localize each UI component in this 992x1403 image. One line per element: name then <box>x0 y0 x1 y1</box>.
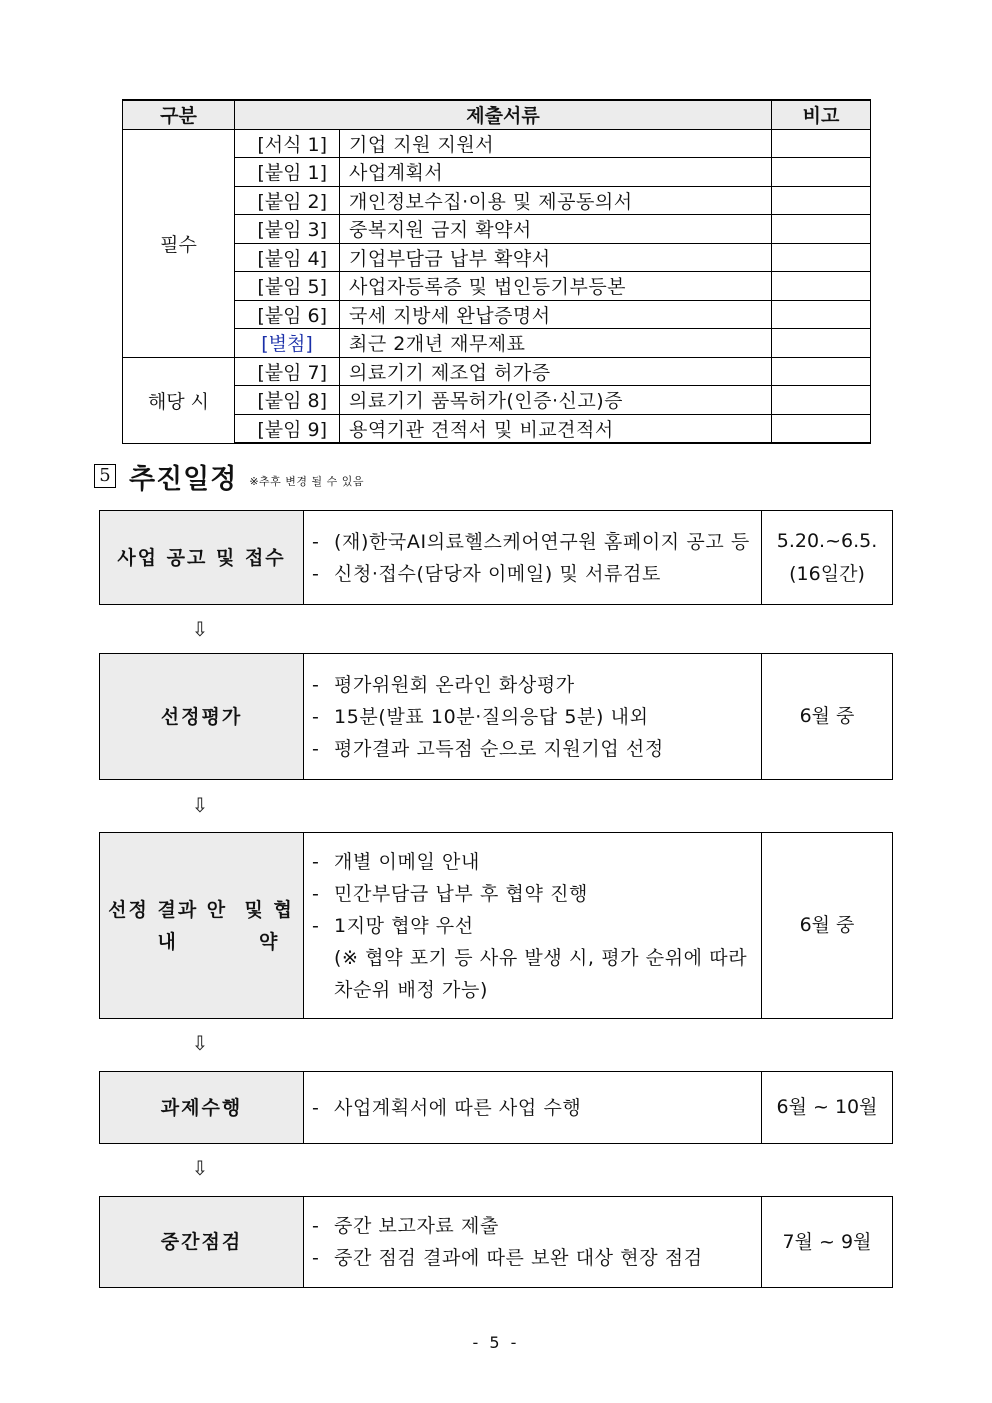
bullet-marker: - <box>312 562 320 585</box>
step-description <box>304 1197 762 1287</box>
bullet-marker: - <box>312 1247 320 1269</box>
table-row <box>123 215 871 244</box>
step-period <box>762 654 892 779</box>
doc-code-attachment: [별첨] <box>235 329 340 358</box>
bullet-marker: - <box>312 1215 320 1237</box>
table-row <box>123 158 871 187</box>
doc-name: 국세 지방세 완납증명서 <box>340 300 772 329</box>
doc-name: 사업자등록증 및 법인등기부등본 <box>340 272 772 301</box>
bullet-text: (재)한국AI의료헬스케어연구원 홈페이지 공고 등 <box>334 530 750 553</box>
category-if-applicable: 해당 시 <box>123 357 235 443</box>
bullet-marker: - <box>312 737 320 760</box>
bullet-item <box>312 701 761 733</box>
step-period-line: 7월 ~ 9월 <box>782 1230 872 1253</box>
bullet-text: 15분(발표 10분·질의응답 5분) 내외 <box>334 705 649 728</box>
doc-code: [붙임 9] <box>235 414 340 443</box>
table-row <box>123 329 871 358</box>
step-title <box>100 1197 304 1287</box>
schedule-step <box>99 1196 893 1288</box>
schedule-step <box>99 653 893 780</box>
table-row <box>123 272 871 301</box>
doc-name: 중복지원 금지 확약서 <box>340 215 772 244</box>
step-title <box>100 511 304 604</box>
doc-code: [붙임 2] <box>235 186 340 215</box>
bullet-text: 중간 보고자료 제출 <box>334 1215 499 1237</box>
remarks-cell <box>772 414 871 443</box>
section-heading <box>94 459 364 493</box>
remarks-cell <box>772 386 871 415</box>
table-row <box>123 186 871 215</box>
doc-name: 개인정보수집·이용 및 제공동의서 <box>340 186 772 215</box>
bullet-item <box>312 669 761 701</box>
step-period-line: 6월 중 <box>799 914 855 936</box>
table-row <box>123 357 871 386</box>
section-title: 추진일정 <box>129 463 238 495</box>
step-title-line: 중간점검 <box>160 1231 243 1253</box>
header-category: 구분 <box>123 100 235 129</box>
bullet-marker: - <box>312 850 320 873</box>
doc-name: 용역기관 견적서 및 비교견적서 <box>340 414 772 443</box>
table-row <box>123 129 871 158</box>
remarks-cell <box>772 129 871 158</box>
bullet-text: 1지망 협약 우선 <box>334 914 474 937</box>
table-row <box>123 386 871 415</box>
step-period <box>762 1072 892 1143</box>
doc-code: [서식 1] <box>235 129 340 158</box>
header-remarks: 비고 <box>772 100 871 129</box>
doc-name: 사업계획서 <box>340 158 772 187</box>
doc-code: [붙임 4] <box>235 243 340 272</box>
remarks-cell <box>772 186 871 215</box>
table-row <box>123 300 871 329</box>
step-description <box>304 1072 762 1143</box>
bullet-item <box>312 910 761 942</box>
table-header-row <box>123 100 871 129</box>
documents-table <box>122 99 871 444</box>
doc-name: 의료기기 품목허가(인증·신고)증 <box>340 386 772 415</box>
step-description <box>304 654 762 779</box>
doc-code: [붙임 1] <box>235 158 340 187</box>
doc-name: 의료기기 제조업 허가증 <box>340 357 772 386</box>
bullet-text: 개별 이메일 안내 <box>334 850 480 873</box>
bullet-item <box>312 878 761 910</box>
table-row <box>123 414 871 443</box>
bullet-item <box>312 733 761 765</box>
bullet-item <box>312 1242 761 1274</box>
schedule-step <box>99 510 893 605</box>
bullet-note: 차순위 배정 가능) <box>334 978 488 1001</box>
bullet-item <box>312 846 761 878</box>
page-number: - 5 - <box>472 1333 520 1352</box>
bullet-item <box>312 558 761 590</box>
step-description <box>304 511 762 604</box>
doc-code: [붙임 8] <box>235 386 340 415</box>
bullet-item <box>312 1210 761 1242</box>
step-title <box>100 654 304 779</box>
bullet-text: 중간 점검 결과에 따른 보완 대상 현장 점검 <box>334 1247 703 1269</box>
step-title <box>100 1072 304 1143</box>
down-arrow-icon: ⇩ <box>191 617 209 641</box>
remarks-cell <box>772 158 871 187</box>
schedule-step <box>99 832 893 1019</box>
remarks-cell <box>772 300 871 329</box>
bullet-marker: - <box>312 673 320 696</box>
bullet-marker: - <box>312 882 320 905</box>
category-required: 필수 <box>123 129 235 357</box>
doc-name: 최근 2개년 재무제표 <box>340 329 772 358</box>
bullet-text: 평가결과 고득점 순으로 지원기업 선정 <box>334 737 664 760</box>
bullet-note: (※ 협약 포기 등 사유 발생 시, 평가 순위에 따라 <box>334 946 748 969</box>
doc-name: 기업 지원 지원서 <box>340 129 772 158</box>
section-number-box: 5 <box>94 464 116 488</box>
down-arrow-icon: ⇩ <box>191 1156 209 1180</box>
section-note: ※추후 변경 될 수 있음 <box>249 475 365 488</box>
down-arrow-icon: ⇩ <box>191 1031 209 1055</box>
bullet-marker: - <box>312 530 320 553</box>
doc-code: [붙임 7] <box>235 357 340 386</box>
step-title-line: 과제수행 <box>160 1096 243 1119</box>
bullet-item <box>312 1092 761 1124</box>
step-title-line: 선정 결과 안내 <box>108 898 228 953</box>
table-row <box>123 243 871 272</box>
bullet-marker: - <box>312 705 320 728</box>
step-title-line: 사업 공고 및 접수 <box>117 546 286 569</box>
schedule-step <box>99 1071 893 1144</box>
bullet-text: 사업계획서에 따른 사업 수행 <box>334 1096 582 1119</box>
remarks-cell <box>772 329 871 358</box>
doc-name: 기업부담금 납부 확약서 <box>340 243 772 272</box>
bullet-text: 평가위원회 온라인 화상평가 <box>334 673 575 696</box>
remarks-cell <box>772 272 871 301</box>
remarks-cell <box>772 243 871 272</box>
bullet-text: 민간부담금 납부 후 협약 진행 <box>334 882 589 905</box>
step-title-line: 및 협약 <box>244 898 294 953</box>
step-period-line: (16일간) <box>789 562 865 585</box>
doc-code: [붙임 5] <box>235 272 340 301</box>
step-period <box>762 511 892 604</box>
bullet-marker: - <box>312 1096 320 1119</box>
doc-code: [붙임 3] <box>235 215 340 244</box>
bullet-item <box>312 526 761 558</box>
step-period <box>762 833 892 1018</box>
step-period-line: 6월 ~ 10월 <box>776 1096 878 1118</box>
doc-code: [붙임 6] <box>235 300 340 329</box>
step-period-line: 6월 중 <box>799 705 855 727</box>
remarks-cell <box>772 215 871 244</box>
step-title <box>100 833 304 1018</box>
down-arrow-icon: ⇩ <box>191 793 209 817</box>
step-period <box>762 1197 892 1287</box>
remarks-cell <box>772 357 871 386</box>
bullet-text: 신청·접수(담당자 이메일) 및 서류검토 <box>334 562 661 585</box>
header-documents: 제출서류 <box>235 100 772 129</box>
step-title-line: 선정평가 <box>160 705 243 728</box>
bullet-marker: - <box>312 914 320 937</box>
step-period-line: 5.20.~6.5. <box>776 529 878 552</box>
step-description <box>304 833 762 1018</box>
